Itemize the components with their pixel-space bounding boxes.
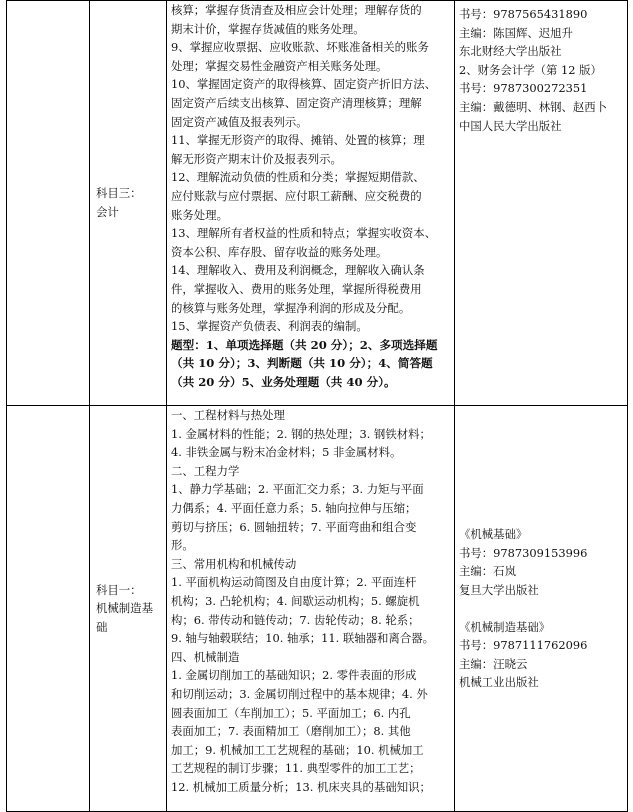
content-line: 机构；3. 凸轮机构；4. 间歇运动机构；5. 螺旋机 [171, 593, 420, 608]
content-line: 10、掌握固定资产的取得核算、固定资产折旧方法、 [171, 77, 437, 92]
book-isbn: 书号：9787111762096 [459, 638, 588, 653]
book-line: 书号：9787565431890 [459, 7, 588, 21]
question-types-line: （共 20 分）5、业务处理题（共 40 分）。 [171, 374, 396, 389]
book-editor: 主编：汪晓云 [459, 656, 528, 671]
book-editor: 主编：石岚 [459, 564, 516, 579]
book-publisher: 机械工业出版社 [459, 675, 539, 690]
content-line: 解无形资产期末计价及报表列示。 [171, 151, 342, 166]
content-line: 12、理解流动负债的性质和分类；掌握短期借款、 [171, 170, 425, 185]
content-line: 表面加工；7. 表面精加工（磨削加工）；8. 其他 [171, 724, 411, 739]
content-lines [171, 1, 450, 336]
content-line: 9、掌握应收票据、应收账款、坏账准备相关的账务 [171, 40, 429, 55]
book-title: 《机械基础》 [459, 527, 528, 542]
subject-cell [90, 406, 167, 812]
content-line: 形。 [171, 538, 194, 553]
subject-label-line: 机械制造基 [96, 601, 153, 616]
content-line: 一、工程材料与热处理 [171, 408, 285, 422]
book-line: 书号：9787300272351 [459, 81, 588, 96]
content-line: 圆表面加工（车削加工）；5. 平面加工；6. 内孔 [171, 705, 411, 720]
content-line: 的核算与账务处理，掌握净利润的形成及分配。 [171, 300, 411, 315]
subject-label-line: 科目三： [96, 186, 142, 201]
content-line: 固定资产后续支出核算、固定资产清理核算；理解 [171, 95, 422, 110]
book-publisher: 复旦大学出版社 [459, 582, 539, 597]
content-line: 加工；9. 机械加工工艺规程的基础；10. 机械加工 [171, 742, 424, 757]
book-entry [459, 525, 623, 599]
content-line: 处理；掌握交易性金融资产相关账务处理。 [171, 58, 388, 73]
book-isbn: 书号：9787309153996 [459, 545, 588, 560]
book-line: 主编：陈国辉、迟旭升 [459, 25, 573, 40]
content-line: 四、机械制造 [171, 649, 240, 664]
book-line: 东北财经大学出版社 [459, 44, 562, 59]
books-cell [455, 406, 628, 812]
table-row-accounting [7, 1, 628, 406]
subject-cell [90, 1, 167, 406]
content-line: 11、掌握无形资产的取得、摊销、处置的核算；理 [171, 133, 425, 148]
content-line: 期末计价，掌握存货减值的账务处理。 [171, 21, 365, 36]
books-cell [455, 1, 628, 406]
content-lines [171, 406, 450, 796]
syllabus-table [6, 0, 628, 812]
content-line: 1、静力学基础；2. 平面汇交力系；3. 力矩与平面 [171, 482, 424, 497]
content-line: 工艺规程的制订步骤；11. 典型零件的加工工艺； [171, 761, 421, 776]
content-line: 三、常用机构和机械传动 [171, 556, 297, 571]
content-cell [167, 406, 455, 812]
content-line: 剪切与挤压；6. 圆轴扭转；7. 平面弯曲和组合变 [171, 519, 417, 534]
content-line: 和切削运动；3. 金属切削过程中的基本规律；4. 外 [171, 686, 428, 701]
content-line: 12. 机械加工质量分析；13. 机床夹具的基础知识； [171, 779, 431, 794]
content-line: 应付账款与应付票据、应付职工薪酬、应交税费的 [171, 188, 422, 203]
question-types [171, 336, 450, 392]
content-cell [167, 1, 455, 406]
subject-label-line: 科目一： [96, 582, 142, 597]
content-line: 14、理解收入、费用及利润概念，理解收入确认条 [171, 263, 425, 278]
content-line: 构；6. 带传动和链传动；7. 齿轮传动；8. 轮系； [171, 612, 420, 627]
content-line: 15、掌握资产负债表、利润表的编制。 [171, 319, 368, 334]
book-line: 主编：戴德明、林钢、赵西卜 [459, 99, 608, 114]
content-line: 资本公积、库存股、留存收益的账务处理。 [171, 244, 388, 259]
content-line: 账务处理。 [171, 207, 228, 222]
book-title: 《机械制造基础》 [459, 619, 551, 634]
content-line: 4. 非铁金属与粉末冶金材料；5 非金属材料。 [171, 445, 402, 460]
question-types-line: 题型：1、单项选择题（共 20 分）；2、多项选择题 [171, 337, 438, 352]
content-line: 1. 平面机构运动简图及自由度计算；2. 平面连杆 [171, 575, 417, 590]
book-lines [459, 5, 623, 135]
content-line: 核算；掌握存货清查及相应会计处理；理解存货的 [171, 3, 422, 17]
subject-label-line: 会计 [96, 205, 119, 219]
table-row-mechanical [7, 406, 628, 812]
content-line: 力偶系；4. 平面任意力系；5. 轴向拉伸与压缩； [171, 500, 417, 515]
book-entry [459, 618, 623, 692]
subject-label-line: 础 [96, 619, 108, 634]
blank-cell [7, 1, 90, 406]
content-line: 固定资产减值及报表列示。 [171, 114, 308, 129]
content-line: 9. 轴与轴毂联结；10. 轴承；11. 联轴器和离合器。 [171, 631, 434, 646]
content-line: 二、工程力学 [171, 463, 240, 478]
content-line: 件，掌握收入、费用的账务处理，掌握所得税费用 [171, 281, 422, 296]
content-line: 1. 金属材料的性能；2. 钢的热处理；3. 钢铁材料； [171, 426, 431, 441]
content-line: 13、理解所有者权益的性质和特点；掌握实收资本、 [171, 226, 437, 241]
question-types-line: （共 10 分）；3、判断题（共 10 分）；4、简答题 [171, 356, 433, 371]
content-line: 1. 金属切削加工的基础知识；2. 零件表面的形成 [171, 668, 417, 683]
book-line: 2、财务会计学（第 12 版） [459, 62, 602, 77]
blank-cell [7, 406, 90, 812]
book-line: 中国人民大学出版社 [459, 118, 562, 133]
